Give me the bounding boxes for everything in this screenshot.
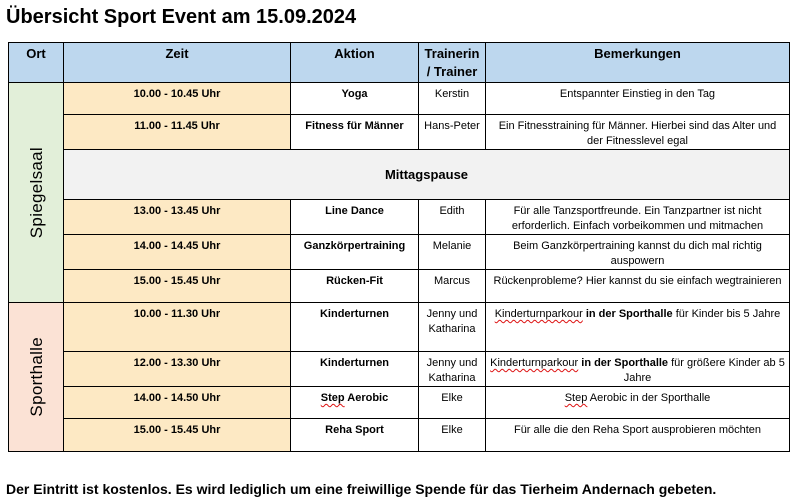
action-cell: Kinderturnen [291, 303, 419, 352]
table-row [9, 303, 790, 352]
table-row [9, 235, 790, 270]
note-cell [486, 352, 790, 387]
action-cell: Ganzkörpertraining [291, 235, 419, 270]
note-cell: Beim Ganzkörpertraining kannst du dich mal richtig auspowern [486, 235, 790, 270]
trainer-cell: Elke [419, 387, 486, 419]
footer-note: Der Eintritt ist kostenlos. Es wird lediglich um eine freiwillige Spende für das Tierheim Andernach gebeten. [6, 481, 717, 497]
note-part-squiggle: Kinderturnparkour [490, 357, 579, 369]
time-cell: 14.00 - 14.45 Uhr [64, 235, 291, 270]
place-label-sporthalle: Sporthalle [26, 337, 46, 417]
time-cell: 14.00 - 14.50 Uhr [64, 387, 291, 419]
note-part-rest: für größere Kinder ab 5 Jahre [623, 357, 785, 384]
trainer-cell: Kerstin [419, 83, 486, 115]
action-cell: Line Dance [291, 200, 419, 235]
place-spiegelsaal [9, 83, 64, 303]
table-row [9, 352, 790, 387]
action-cell: Reha Sport [291, 419, 419, 452]
header-row [9, 43, 790, 83]
trainer-cell: Edith [419, 200, 486, 235]
note-cell: Ein Fitnesstraining für Männer. Hierbei sind das Alter und der Fitnesslevel egal [486, 115, 790, 150]
time-cell: 12.00 - 13.30 Uhr [64, 352, 291, 387]
page-title: Übersicht Sport Event am 15.09.2024 [6, 6, 357, 28]
action-part-rest: Aerobic [344, 392, 389, 404]
note-part-rest: Aerobic in der Sporthalle [587, 392, 711, 404]
lunch-break: Mittagspause [64, 150, 790, 200]
action-part-squiggle: Step [320, 392, 345, 404]
table-row [9, 200, 790, 235]
pause-row [9, 150, 790, 200]
trainer-cell: Hans-Peter [419, 115, 486, 150]
note-part-rest: für Kinder bis 5 Jahre [672, 308, 781, 320]
note-part-squiggle: Step [564, 392, 588, 404]
note-cell [486, 303, 790, 352]
time-cell: 10.00 - 11.30 Uhr [64, 303, 291, 352]
action-cell: Fitness für Männer [291, 115, 419, 150]
trainer-cell [419, 352, 486, 387]
trainer-line2: Katharina [428, 323, 476, 335]
note-cell: Rückenprobleme? Hier kannst du sie einfach wegtrainieren [486, 270, 790, 303]
note-cell: Entspannter Einstieg in den Tag [486, 83, 790, 115]
note-part-squiggle: Kinderturnparkour [494, 308, 583, 320]
time-cell: 15.00 - 15.45 Uhr [64, 270, 291, 303]
time-cell: 11.00 - 11.45 Uhr [64, 115, 291, 150]
note-cell: Für alle die den Reha Sport ausprobieren möchten [486, 419, 790, 452]
place-sporthalle [9, 303, 64, 452]
table-row [9, 387, 790, 419]
action-cell: Yoga [291, 83, 419, 115]
schedule-table [8, 42, 790, 452]
table-row [9, 83, 790, 115]
table-row [9, 270, 790, 303]
action-cell [291, 387, 419, 419]
note-cell: Für alle Tanzsportfreunde. Ein Tanzpartner ist nicht erforderlich. Einfach vorbeikommen und mitmachen [486, 200, 790, 235]
header-trainer-line1: Trainerin [424, 46, 480, 61]
time-cell: 15.00 - 15.45 Uhr [64, 419, 291, 452]
header-bemerkungen: Bemerkungen [486, 43, 790, 83]
trainer-line2: Katharina [428, 372, 476, 384]
trainer-line1: Jenny und [426, 357, 478, 369]
trainer-line1: Jenny und [426, 308, 478, 320]
action-cell: Kinderturnen [291, 352, 419, 387]
time-cell: 10.00 - 10.45 Uhr [64, 83, 291, 115]
table-row [9, 419, 790, 452]
table-row [9, 115, 790, 150]
place-label-spiegelsaal: Spiegelsaal [26, 146, 46, 239]
trainer-cell: Elke [419, 419, 486, 452]
header-zeit: Zeit [64, 43, 291, 83]
note-part-bold: in der Sporthalle [582, 308, 673, 320]
header-trainer-line2: / Trainer [426, 64, 478, 79]
header-aktion: Aktion [291, 43, 419, 83]
header-ort: Ort [9, 43, 64, 83]
trainer-cell [419, 303, 486, 352]
note-part-bold: in der Sporthalle [578, 357, 669, 369]
trainer-cell: Melanie [419, 235, 486, 270]
action-cell: Rücken-Fit [291, 270, 419, 303]
header-trainer [419, 43, 486, 83]
time-cell: 13.00 - 13.45 Uhr [64, 200, 291, 235]
note-cell [486, 387, 790, 419]
trainer-cell: Marcus [419, 270, 486, 303]
